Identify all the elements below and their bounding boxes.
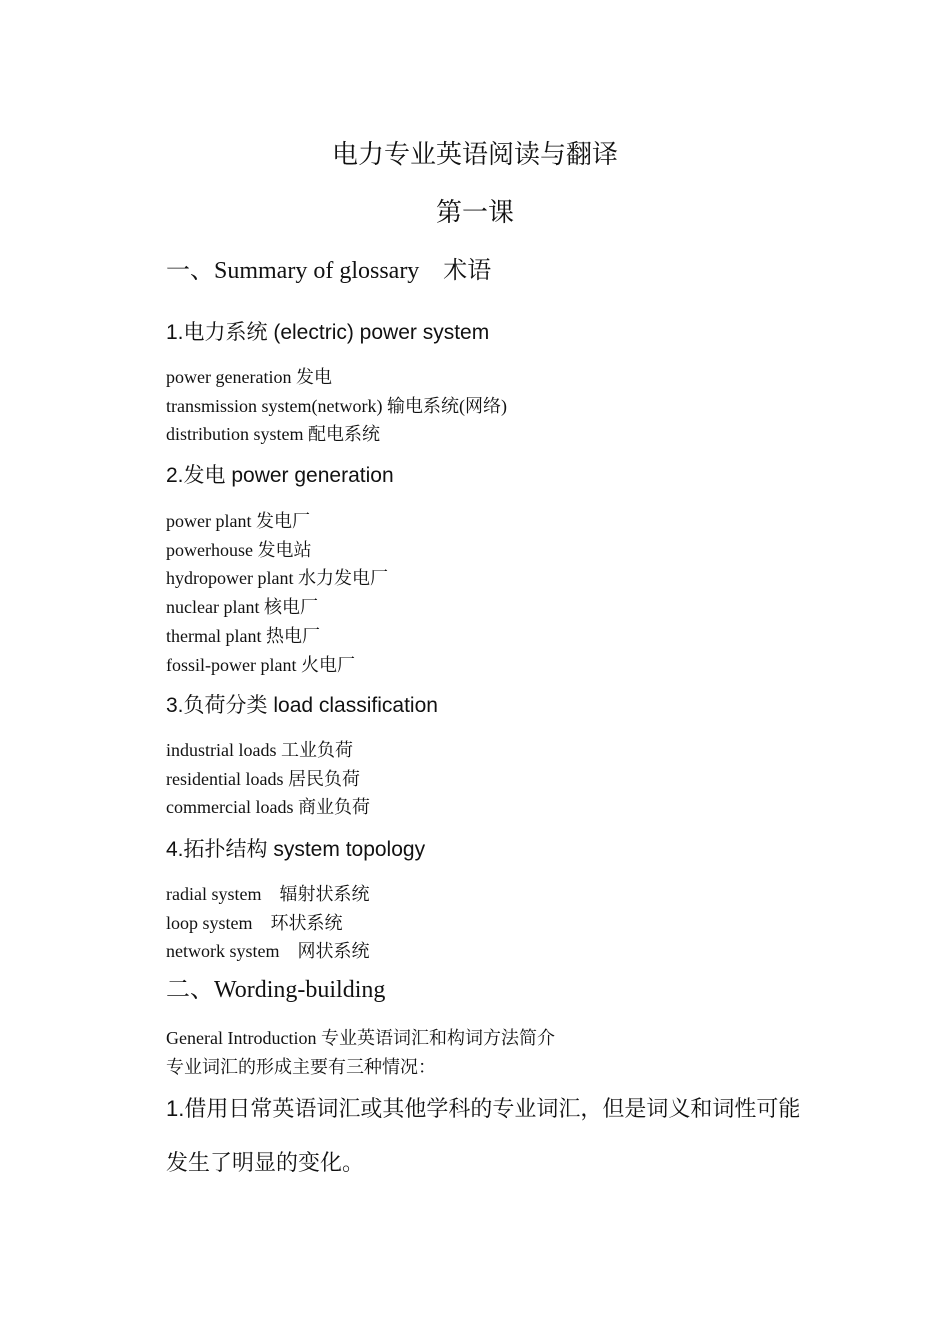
term-list-power-system [166,363,507,449]
term-item: power plant 发电厂 [166,511,310,531]
term-item: hydropower plant 水力发电厂 [166,568,388,589]
term-item: thermal plant 热电厂 [166,625,320,646]
point-paragraph: 1.借用日常英语词汇或其他学科的专业词汇，但是词义和词性可能发生了明显的变化。 [166,1096,801,1175]
term-item: residential loads 居民负荷 [166,768,360,789]
group-heading-power-system: 1.电力系统 (electric) power system [166,321,490,344]
intro-line: General Introduction 专业英语词汇和构词方法简介 [166,1028,555,1048]
term-item: radial system 辐射状系统 [166,884,370,904]
section-heading-glossary: 一、Summary of glossary 术语 [166,258,492,284]
term-item: network system 网状系统 [166,941,370,962]
term-item: fossil-power plant 火电厂 [166,654,355,675]
term-item: nuclear plant 核电厂 [166,597,318,618]
lesson-title: 第一课 [435,198,514,227]
term-item: power generation 发电 [166,367,332,387]
group-heading-load-classification: 3.负荷分类 load classification [166,694,438,717]
term-item: powerhouse 发电站 [166,539,312,560]
term-item: loop system 环状系统 [166,912,343,933]
term-item: transmission system(network) 输电系统(网络) [166,395,507,416]
term-list-system-topology [166,880,369,966]
term-item: commercial loads 商业负荷 [166,797,370,818]
intro-line: 专业词汇的形成主要有三种情况： [166,1057,436,1077]
term-item: distribution system 配电系统 [166,424,381,445]
term-list-load-classification [166,736,370,822]
term-item: industrial loads 工业负荷 [166,740,353,760]
group-heading-system-topology: 4.拓扑结构 system topology [166,838,426,861]
group-heading-power-generation: 2.发电 power generation [166,464,394,487]
document-title: 电力专业英语阅读与翻译 [331,140,618,169]
section-heading-wording-building: 二、Wording-building [166,977,386,1003]
term-list-power-generation [166,507,388,679]
